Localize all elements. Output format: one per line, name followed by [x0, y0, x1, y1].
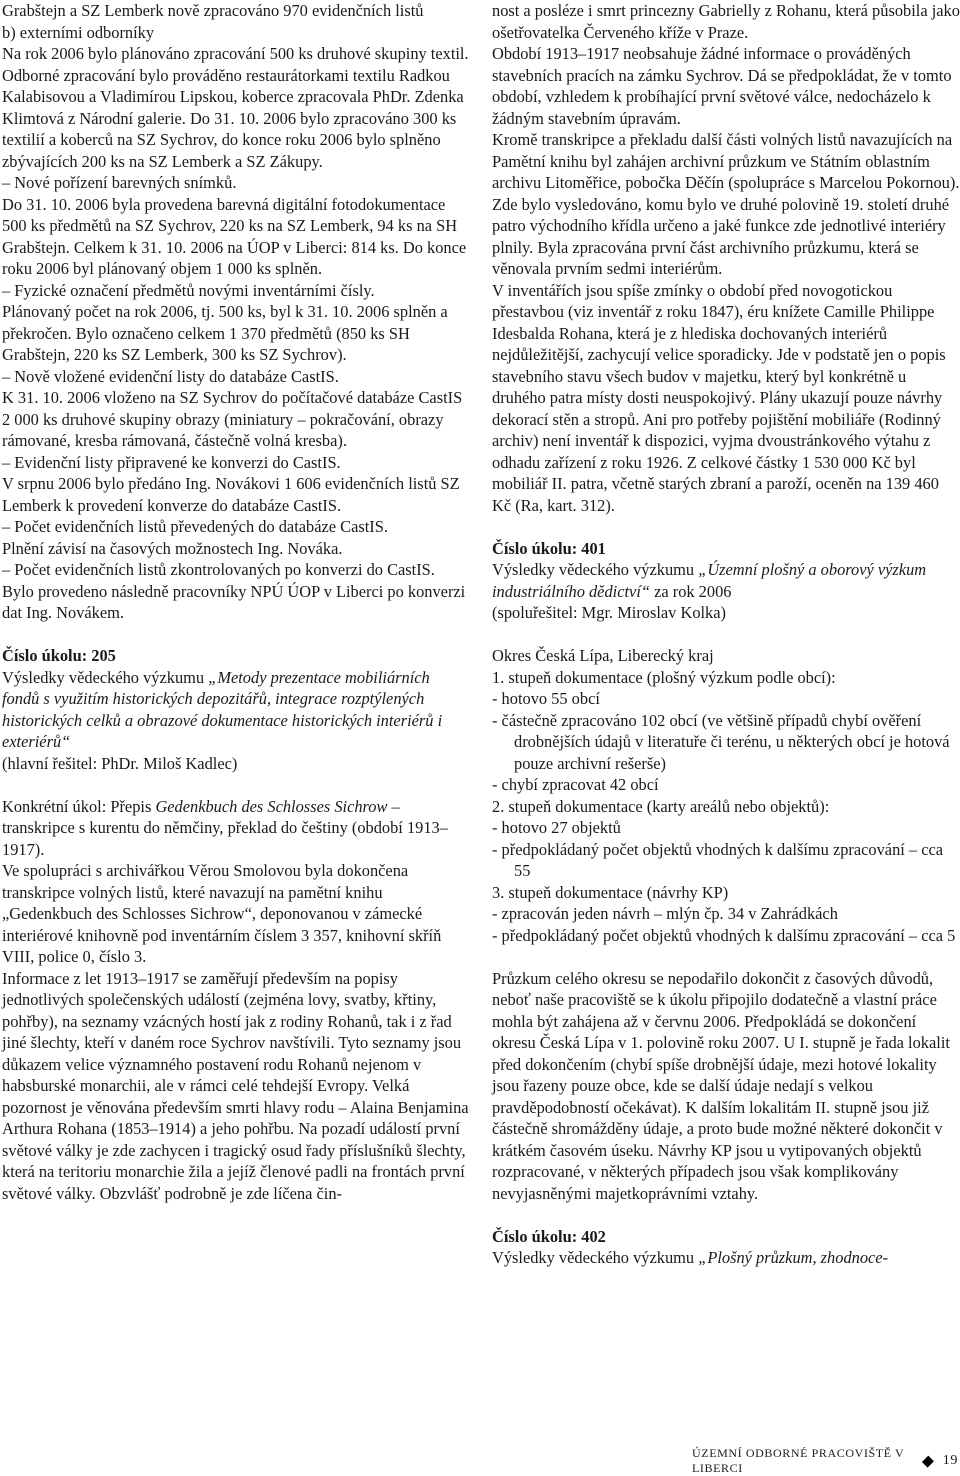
spacer: [492, 516, 960, 538]
bullet-line: – Počet evidenčních listů převedených do databáze CastIS.: [2, 517, 388, 536]
list-item: - zpracován jeden návrh – mlýn čp. 34 v Zahrádkách: [492, 904, 838, 923]
paragraph: Průzkum celého okresu se nepodařilo dokončit z časových důvodů, neboť naše pracoviště se k úkolu připojilo dodatečně a vlastní práce mohla být zahájena až v červnu 2006. Předpokládá se dokončení okresu Česká Lípa v 1. polovině roku 2007. U I. stupně je řada lokalit před dokončením (chybí spíše drobnější údaje, mezi hotové lokality jsou řazeny pouze obce, kde se další údaje nedají s velkou pravděpodobností očekávat). K dalším lokalitám II. stupně jsou již částečně shromážděny údaje, a proto bude možné některé dokončit v krátkém časovém úseku. Návrhy KP jsou u vytipovaných objektů rozpracované, v některých případech jsou však komplikovány nevyjasněnými majetkoprávními vztahy.: [492, 968, 950, 1203]
footer-institution: ÚZEMNÍ ODBORNÉ PRACOVIŠTĚ V LIBERCI: [692, 1446, 905, 1475]
section-heading-401: Číslo úkolu: 401: [492, 538, 606, 558]
research-title: „Plošný průzkum, zhodnoce-: [698, 1248, 889, 1267]
page-number: 19: [942, 1453, 958, 1468]
research-lead: Výsledky vědeckého výzkumu: [2, 667, 209, 687]
spacer: [492, 946, 960, 968]
paragraph: b) externími odborníky: [2, 22, 155, 42]
spacer: [492, 1204, 960, 1226]
research-lead: Výsledky vědeckého výzkumu: [492, 560, 699, 579]
paragraph: K 31. 10. 2006 vloženo na SZ Sychrov do počítačové databáze CastIS 2 000 ks druhové skupiny obrazy (miniatury – pokračování, obrazy rámované, kresba rámovaná, částečně volná kresba).: [2, 388, 463, 450]
list-item: - hotovo 27 objektů: [492, 818, 621, 837]
research-title-402: [492, 1247, 960, 1269]
research-lead: Výsledky vědeckého výzkumu: [492, 1248, 699, 1267]
paragraph: Grabštejn a SZ Lemberk nově zpracováno 970 evidenčních listů: [2, 1, 424, 20]
right-column: [492, 0, 960, 1269]
research-title: „Územní plošný a oborový výzkum industriálního dědictví“: [492, 560, 927, 601]
bullet-line: – Počet evidenčních listů zkontrolovaných po konverzi do CastIS.: [2, 560, 435, 579]
list-item: - chybí zpracovat 42 obcí: [492, 775, 659, 794]
spacer: [492, 624, 960, 646]
region: Okres Česká Lípa, Liberecký kraj: [492, 646, 714, 665]
paragraph: Do 31. 10. 2006 byla provedena barevná digitální fotodokumentace 500 ks předmětů na SZ Sychrov, 220 ks na SZ Lemberk, 94 ks na SH Grabštejn. Celkem k 31. 10. 2006 na ÚOP v Liberci: 814 ks. Do konce roku 2006 byl plánovaný objem 1 000 ks splněn.: [2, 194, 467, 278]
research-tail: za rok 2006: [649, 581, 732, 601]
list-item: - předpokládaný počet objektů vhodných k dalšímu zpracování – cca 55: [492, 839, 944, 880]
paragraph: Období 1913–1917 neobsahuje žádné informace o prováděných stavebních pracích na zámku Sychrov. Dá se předpokládat, že v tomto období, vzhledem k probíhající první světové válce, nedocházelo k žádným stavebním úpravám.: [492, 44, 952, 128]
paragraph: nost a posléze i smrt princezny Gabrielly z Rohanu, která působila jako ošetřovatelka Červeného kříže v Praze.: [492, 1, 960, 42]
research-title-401: [492, 559, 960, 602]
research-title-205: [2, 667, 470, 753]
paragraph: Plánovaný počet na rok 2006, tj. 500 ks, byl k 31. 10. 2006 splněn a překročen. Bylo označeno celkem 1 370 předmětů (850 ks SH Grabštejn, 220 ks SZ Lemberk, 300 ks SZ Sychrov).: [2, 302, 448, 364]
task-rest: – transkripce s kurentu do němčiny, překlad do češtiny (období 1913–1917).: [2, 796, 448, 859]
paragraph: Informace z let 1913–1917 se zaměřují především na popisy jednotlivých společenských událostí (zejména lovy, svatby, křtiny, pohřby), na seznamy vzácných hostí jak z rodiny Rohanů, tak i z řad jiné šlechty, kteří v daném roce Sychrov navštívili. Tyto seznamy jsou důkazem velice významného postavení rodu Rohanů nejenom v habsburské monarchii, ale v rámci celé tehdejší Evropy. Velká pozornost je věnována především smrti hlavy rodu – Alaina Benjamina Arthura Rohana (1853–1914) a jeho pohřbu. Na pozadí událostí první světové války je zde zachycen i tragický osud řady příslušníků šlechty, která na teritoriu monarchie žila a jejíž členové padli na frontách první světové války. Obzvlášť podrobně je zde líčena čin-: [2, 968, 469, 1203]
diamond-icon: [922, 1455, 934, 1467]
section-heading-205: Číslo úkolu: 205: [2, 646, 116, 665]
paragraph: Plnění závisí na časových možnostech Ing. Nováka.: [2, 538, 343, 558]
section-heading-402: Číslo úkolu: 402: [492, 1226, 606, 1246]
list-item: 1. stupeň dokumentace (plošný výzkum podle obcí):: [492, 667, 836, 687]
bullet-line: – Nově vložené evidenční listy do databáze CastIS.: [2, 366, 339, 386]
paragraph: V inventářích jsou spíše zmínky o období před novogotickou přestavbou (viz inventář z roku 1847), éru knížete Camille Philippe Idesbalda Rohana, která je z hlediska dochovaných interiérů nejdůležitější, zachycují velice sporadicky. Jde v podstatě jen o popis stavebního stavu všech budov v majetku, který byl konkrétně u druhého patra místy dosti neuspokojivý. Plány ukazují pouze návrhy dekorací stěn a stropů. Ani pro potřeby pojištění mobiliáře (Rodinný archiv) není inventář k dispozici, vyjma dvoustránkového výtahu z odhadu zařízení z roku 1926. Z celkové částky 1 530 000 Kč byl mobiliář II. patra, včetně starých zbraní a paroží, oceněn na 139 460 Kč (Ra, kart. 312).: [492, 280, 946, 515]
spacer: [2, 624, 470, 646]
paragraph: Ve spolupráci s archivářkou Věrou Smolovou byla dokončena transkripce volných listů, které navazují na pamětní knihu „Gedenkbuch des Schlosses Sichrow“, deponovanou v zámecké interiérové knihovně pod inventárním číslem 3 357, knihovní skříň VIII, police 0, číslo 3.: [2, 861, 442, 966]
research-title: „Metody prezentace mobiliárních fondů s využitím historických depozitářů, integrace rozptýlených historických celků a obrazové dokumentace historických interiérů i exteriérů“: [2, 667, 443, 751]
list-item: 3. stupeň dokumentace (návrhy KP): [492, 882, 729, 902]
list-item: - částečně zpracováno 102 obcí (ve většině případů chybí ověření drobnějších údajů v literatuře či terénu, u některých obcí je hotová pouze archivní rešerše): [492, 710, 950, 773]
list-item: 2. stupeň dokumentace (karty areálů nebo objektů):: [492, 796, 830, 816]
lead-solver: (hlavní řešitel: PhDr. Miloš Kadlec): [2, 753, 238, 773]
paragraph: Bylo provedeno následně pracovníky NPÚ ÚOP v Liberci po konverzi dat Ing. Novákem.: [2, 581, 466, 622]
paragraph: Kromě transkripce a překladu další části volných listů navazujících na Pamětní knihu byl zahájen archivní průzkum ve Státním oblastním archivu Litoměřice, pobočka Děčín (spolupráce s Marcelou Pokornou). Zde bylo vysledováno, komu bylo ve druhé polovině 19. století druhé patro východního křídla určeno a jaké funkce zde jednotlivé interiéry plnily. Byla zpracována první část archivního průzkumu, která se věnovala prvním sedmi interiérům.: [492, 130, 960, 278]
bullet-line: – Evidenční listy připravené ke konverzi do CastIS.: [2, 452, 341, 472]
list-item: - hotovo 55 obcí: [492, 689, 600, 708]
paragraph: Na rok 2006 bylo plánováno zpracování 500 ks druhové skupiny textil. Odborné zpracování bylo prováděno restaurátorkami textilu Radkou Kalabisovou a Vladimírou Lipskou, koberce zpracovala PhDr. Zdenka Klimtová z Národní galerie. Do 31. 10. 2006 bylo zpracováno 300 ks textilií a koberců na SZ Sychrov, do konce roku 2006 bylo splněno zbývajících 200 ks na SZ Lemberk a SZ Zákupy.: [2, 44, 469, 171]
task-prefix: Konkrétní úkol: Přepis: [2, 796, 156, 816]
task-description: [2, 796, 470, 861]
paragraph: V srpnu 2006 bylo předáno Ing. Novákovi 1 606 evidenčních listů SZ Lemberk k provedení konverze do databáze CastIS.: [2, 474, 460, 515]
left-column: [2, 0, 470, 1204]
bullet-line: – Fyzické označení předmětů novými inventárními čísly.: [2, 280, 375, 300]
co-solver: (spoluřešitel: Mgr. Miroslav Kolka): [492, 603, 726, 622]
bullet-line: – Nové pořízení barevných snímků.: [2, 173, 237, 192]
book-title: Gedenkbuch des Schlosses Sichrow: [155, 796, 388, 816]
spacer: [2, 774, 470, 796]
list-item: - předpokládaný počet objektů vhodných k dalšímu zpracování – cca 5: [492, 925, 956, 945]
page-footer: [692, 1446, 958, 1475]
